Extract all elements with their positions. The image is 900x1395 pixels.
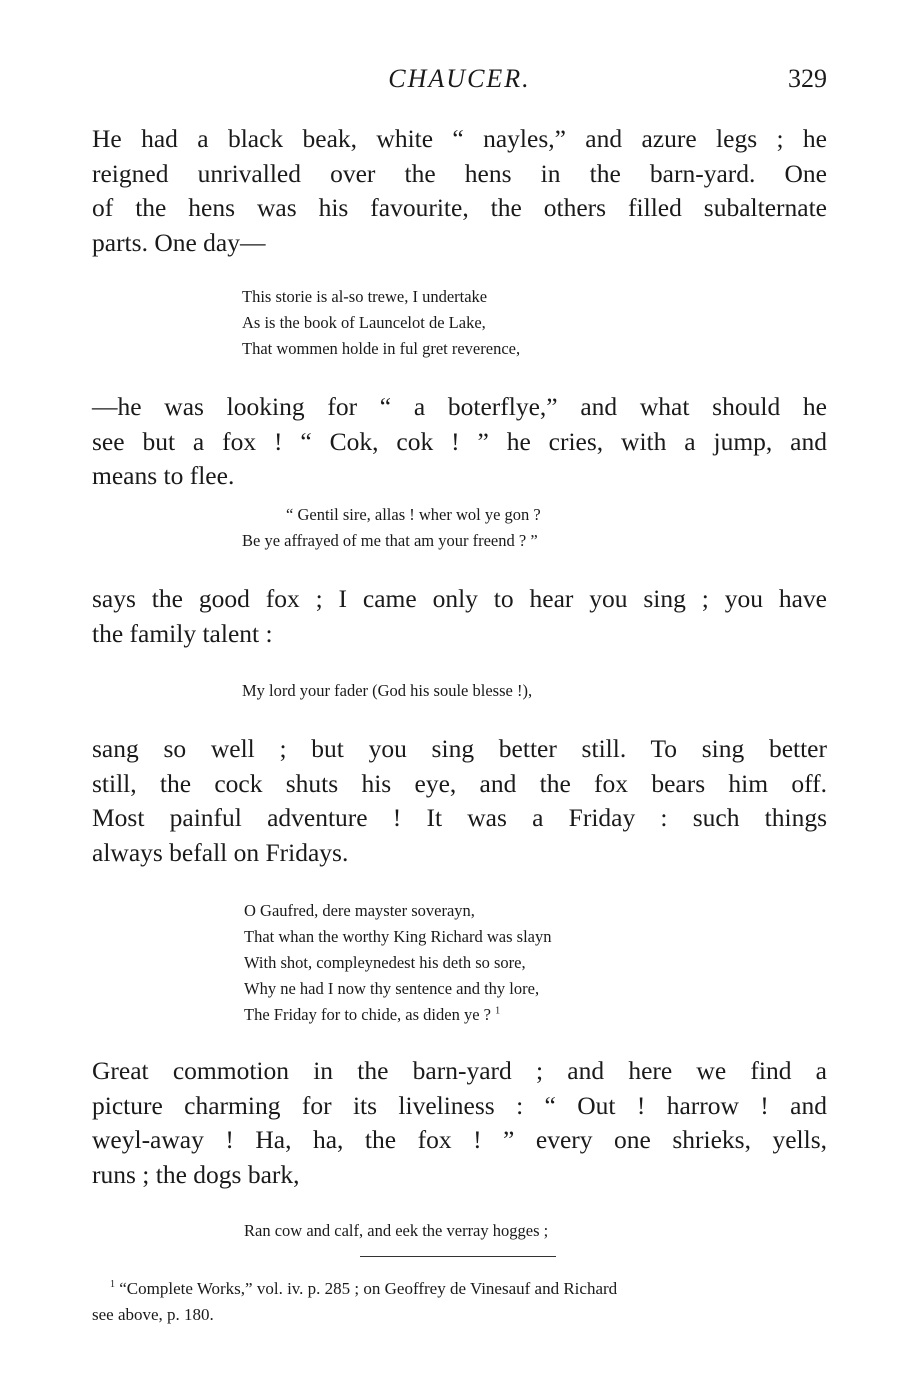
text-line: of the hens was his favourite, the others filled subalternate xyxy=(92,193,827,222)
footnote-mark: 1 xyxy=(110,1279,115,1291)
footnote-line xyxy=(92,1276,832,1302)
verse-line: Ran cow and calf, and eek the verray hogges ; xyxy=(244,1221,549,1240)
text-line: says the good fox ; I came only to hear you sing ; you have xyxy=(92,584,827,613)
footnote-rule xyxy=(360,1256,556,1257)
text-line: —he was looking for “ a boterflye,” and what should he xyxy=(92,392,827,421)
text-line: the family talent : xyxy=(92,618,273,648)
verse-line: As is the book of Launcelot de Lake, xyxy=(242,313,486,332)
page-number: 329 xyxy=(788,64,827,93)
text-line: Great commotion in the barn-yard ; and here we find a xyxy=(92,1056,827,1085)
verse-line-text: The Friday for to chide, as diden ye ? xyxy=(244,1005,491,1024)
verse-line: That wommen holde in ful gret reverence, xyxy=(242,339,521,358)
verse-line: This storie is al-so trewe, I undertake xyxy=(242,287,488,306)
verse-line: Be ye affrayed of me that am your freend ? ” xyxy=(242,531,538,550)
paragraph-2 xyxy=(92,390,827,494)
footnote-text: “Complete Works,” vol. iv. p. 285 ; on Geoffrey de Vinesauf and Richard xyxy=(119,1279,618,1298)
footnote xyxy=(92,1276,832,1328)
verse-line: With shot, compleynedest his deth so sore, xyxy=(244,953,526,972)
verse-line xyxy=(244,1002,551,1028)
verse-line: That whan the worthy King Richard was slayn xyxy=(244,927,552,946)
text-line: picture charming for its liveliness : “ Out ! harrow ! and xyxy=(92,1090,827,1120)
text-line: weyl-away ! Ha, ha, the fox ! ” every one shrieks, yells, xyxy=(92,1125,827,1154)
paragraph-5 xyxy=(92,1054,827,1192)
text-line: means to flee. xyxy=(92,461,235,490)
text-line: sang so well ; but you sing better still. To sing better xyxy=(92,734,827,763)
verse-quote-3 xyxy=(242,678,532,704)
verse-line: O Gaufred, dere mayster soverayn, xyxy=(244,901,475,920)
text-line: Most painful adventure ! It was a Friday : such things xyxy=(92,803,827,832)
text-line: always befall on Fridays. xyxy=(92,837,349,867)
verse-quote-4 xyxy=(244,898,551,1028)
footnote-line: see above, p. 180. xyxy=(92,1305,214,1324)
paragraph-3 xyxy=(92,582,827,651)
text-line: parts. One day— xyxy=(92,227,266,257)
text-line: still, the cock shuts his eye, and the fox bears him off. xyxy=(92,768,827,798)
text-line: runs ; the dogs bark, xyxy=(92,1159,300,1189)
text-line: reigned unrivalled over the hens in the barn-yard. One xyxy=(92,158,827,188)
verse-line: Why ne had I now thy sentence and thy lore, xyxy=(244,979,540,998)
verse-line: My lord your fader (God his soule blesse !), xyxy=(242,681,533,700)
verse-line: “ Gentil sire, allas ! wher wol ye gon ? xyxy=(286,505,541,524)
running-head: CHAUCER. xyxy=(388,64,531,93)
verse-quote-2 xyxy=(242,502,541,554)
paragraph-1 xyxy=(92,122,827,260)
text-line: see but a fox ! “ Cok, cok ! ” he cries, with a jump, and xyxy=(92,426,827,456)
paragraph-4 xyxy=(92,732,827,870)
text-line: He had a black beak, white “ nayles,” and azure legs ; he xyxy=(92,124,827,153)
page-header xyxy=(92,64,827,104)
footnote-marker: 1 xyxy=(495,1005,501,1017)
verse-quote-1 xyxy=(242,284,520,362)
verse-quote-5 xyxy=(244,1218,548,1244)
